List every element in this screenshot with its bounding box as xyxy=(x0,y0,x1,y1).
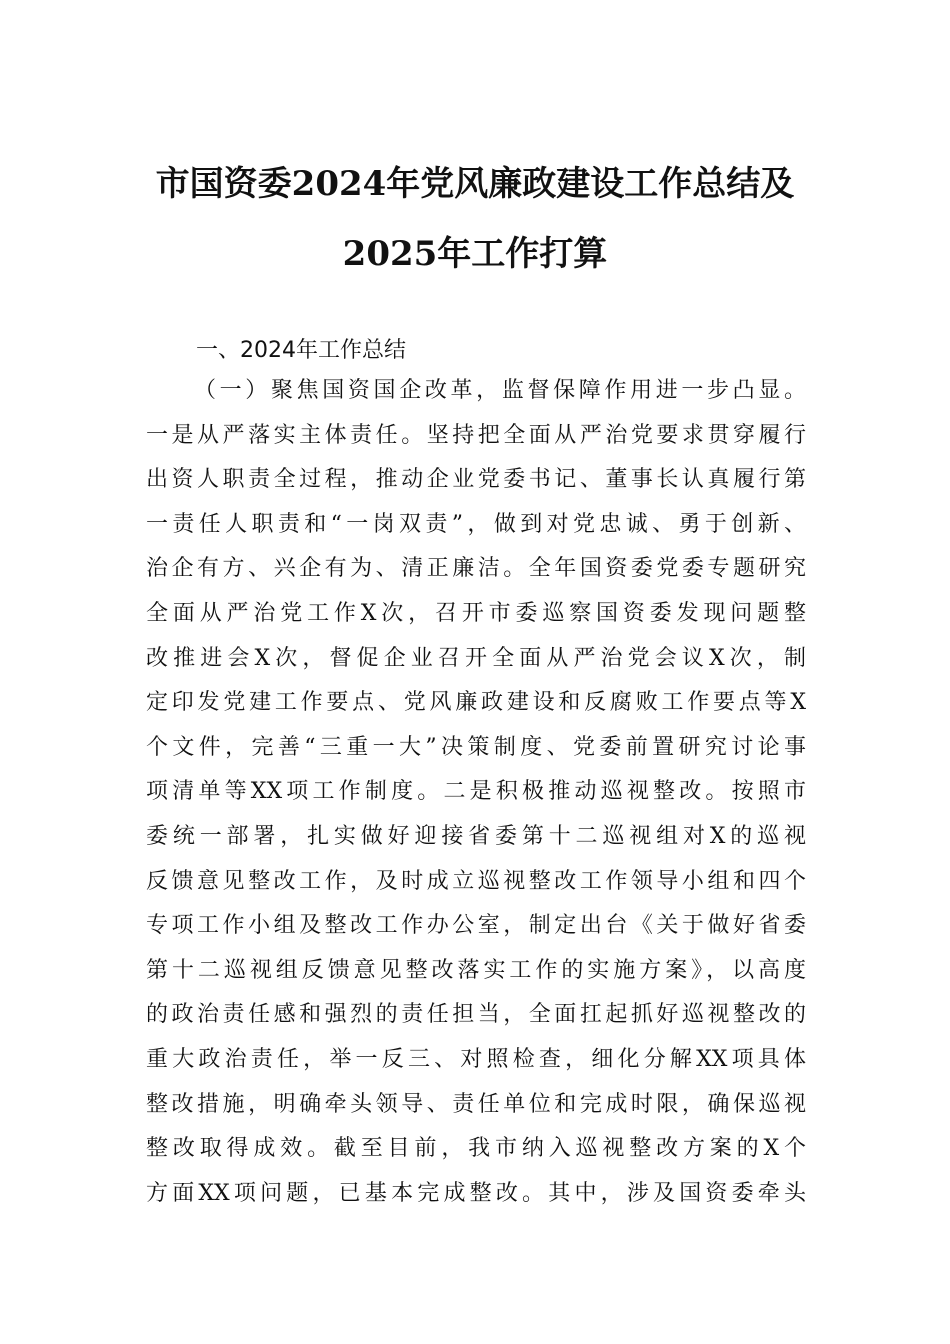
paragraph-line: 改推进会X次，督促企业召开全面从严治党会议X次，制 xyxy=(146,645,806,671)
paragraph-line: 第十二巡视组反馈意见整改落实工作的实施方案》，以高度 xyxy=(146,957,806,983)
paragraph-line: 委统一部署，扎实做好迎接省委第十二巡视组对X的巡视 xyxy=(146,823,806,849)
paragraph-line: 一是从严落实主体责任。坚持把全面从严治党要求贯穿履行 xyxy=(146,422,806,448)
paragraph-line: 重大政治责任，举一反三、对照检查，细化分解XX项具体 xyxy=(146,1046,806,1072)
paragraph-line: 治企有方、兴企有为、清正廉洁。全年国资委党委专题研究 xyxy=(146,556,806,582)
paragraph-line: 整改措施，明确牵头领导、责任单位和完成时限，确保巡视 xyxy=(146,1091,806,1117)
paragraph-line: 一责任人职责和“一岗双责”，做到对党忠诚、勇于创新、 xyxy=(146,511,806,537)
paragraph-line: 个文件，完善“三重一大”决策制度、党委前置研究讨论事 xyxy=(146,734,806,760)
paragraph-line: 出资人职责全过程，推动企业党委书记、董事长认真履行第 xyxy=(146,467,806,493)
paragraph-line: 定印发党建工作要点、党风廉政建设和反腐败工作要点等X xyxy=(146,690,806,716)
section-heading: 一、2024年工作总结 xyxy=(196,338,406,363)
paragraph-line: 全面从严治党工作X次，召开市委巡察国资委发现问题整 xyxy=(146,600,806,626)
body-paragraph xyxy=(146,376,806,1223)
paragraph-line: 专项工作小组及整改工作办公室，制定出台《关于做好省委 xyxy=(146,913,806,939)
paragraph-line: 方面XX项问题，已基本完成整改。其中，涉及国资委牵头 xyxy=(146,1180,806,1206)
paragraph-line: 整改取得成效。截至目前，我市纳入巡视整改方案的X个 xyxy=(146,1136,806,1162)
paragraph-line: 的政治责任感和强烈的责任担当，全面扛起抓好巡视整改的 xyxy=(146,1002,806,1028)
document-title-line-1: 市国资委2024年党风廉政建设工作总结及 xyxy=(155,164,795,204)
document-title-line-2: 2025年工作打算 xyxy=(342,234,608,274)
paragraph-line: （一）聚焦国资国企改革，监督保障作用进一步凸显。 xyxy=(194,378,806,403)
paragraph-line: 反馈意见整改工作，及时成立巡视整改工作领导小组和四个 xyxy=(146,868,806,894)
paragraph-line: 项清单等XX项工作制度。二是积极推动巡视整改。按照市 xyxy=(146,779,806,805)
